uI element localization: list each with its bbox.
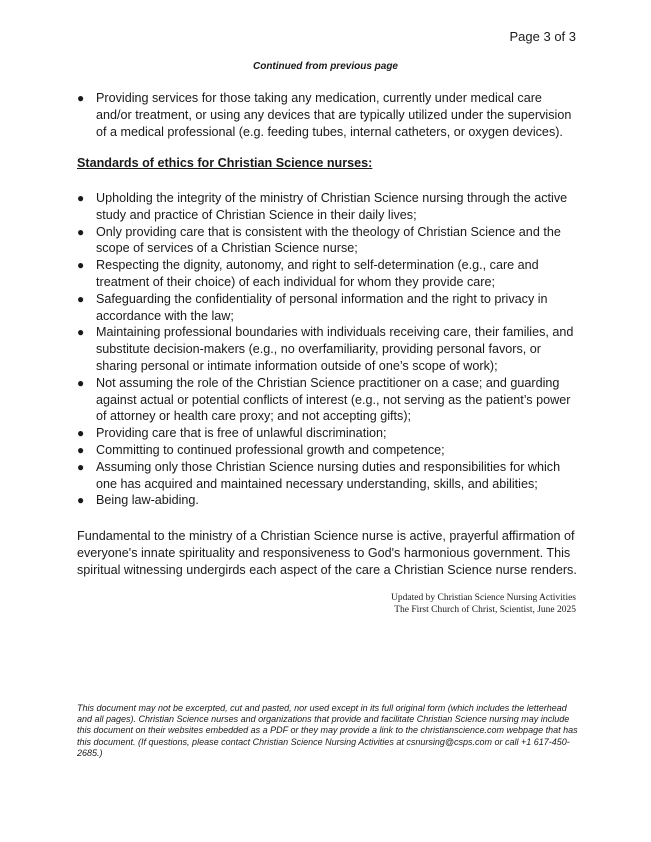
bullet-icon: ● <box>77 459 85 474</box>
closing-paragraph: Fundamental to the ministry of a Christian Science nurse is active, prayerful affirmation of everyone's innate spirituality and responsiveness to God's harmonious government. This spiritual witnessing undergirds each aspect of the care a Christian Science nurse renders. <box>77 529 577 577</box>
page-number: Page 3 of 3 <box>509 29 576 44</box>
intro-list <box>77 90 577 140</box>
bullet-icon: ● <box>77 426 85 441</box>
bullet-icon: ● <box>77 291 85 306</box>
signature-line-1: Updated by Christian Science Nursing Activities <box>391 593 576 603</box>
bullet-icon: ● <box>77 442 85 457</box>
list-item: ● Only providing care that is consistent with the theology of Christian Science and the scope of services of a Christian Science nurse; <box>77 224 561 256</box>
footer-notice: This document may not be excerpted, cut and pasted, nor used except in its full original form (which includes the letterhead and all pages). Christian Science nurses and organizations that provide and facilitate Christian Science nursing may include this document on their websites embedded as a PDF or they may provide a link to the christianscience.com webpage that has this document. (If questions, please contact Christian Science Nursing Activities at csnursing@csps.com or call +1 617-450-2685.) <box>77 703 578 758</box>
list-item: ● Providing services for those taking any medication, currently under medical care and/or treatment, or using any devices that are typically utilized under the supervision of a medical professional (e.g. feeding tubes, internal catheters, or oxygen devices). <box>77 91 572 139</box>
list-item: ● Upholding the integrity of the ministry of Christian Science nursing through the active study and practice of Christian Science in their daily lives; <box>77 191 568 222</box>
list-item: ● Respecting the dignity, autonomy, and right to self-determination (e.g., care and treatment of their choice) of each individual for whom they provide care; <box>77 258 539 289</box>
list-item: ● Committing to continued professional growth and competence; <box>77 442 445 457</box>
bullet-icon: ● <box>77 224 85 239</box>
bullet-icon: ● <box>77 493 85 508</box>
list-item: ● Being law-abiding. <box>77 493 199 508</box>
list-item: ● Assuming only those Christian Science nursing duties and responsibilities for which one has acquired and maintained necessary understanding, skills, and abilities; <box>77 459 561 491</box>
bullet-icon: ● <box>77 325 85 340</box>
signature-block <box>391 592 576 616</box>
bullet-icon: ● <box>77 375 85 390</box>
bullet-icon: ● <box>77 258 85 273</box>
list-item: ● Maintaining professional boundaries with individuals receiving care, their families, and substitute decision-makers (e.g., no overfamiliarity, providing personal favors, or sharing personal or intimate information outside of one’s scope of work); <box>77 325 574 373</box>
section-heading: Standards of ethics for Christian Science nurses: <box>77 156 373 170</box>
continued-note: Continued from previous page <box>252 61 398 72</box>
list-item: ● Safeguarding the confidentiality of personal information and the right to privacy in accordance with the law; <box>77 291 548 323</box>
bullet-icon: ● <box>77 191 85 205</box>
ethics-list <box>77 190 577 509</box>
list-item: ● Providing care that is free of unlawful discrimination; <box>77 426 387 441</box>
bullet-icon: ● <box>77 91 85 105</box>
list-item: ● Not assuming the role of the Christian Science practitioner on a case; and guarding against actual or potential conflicts of interest (e.g., not serving as the patient’s power of attorney or health care proxy; and not accepting gifts); <box>77 375 571 424</box>
signature-line-2: The First Church of Christ, Scientist, June 2025 <box>394 605 576 615</box>
